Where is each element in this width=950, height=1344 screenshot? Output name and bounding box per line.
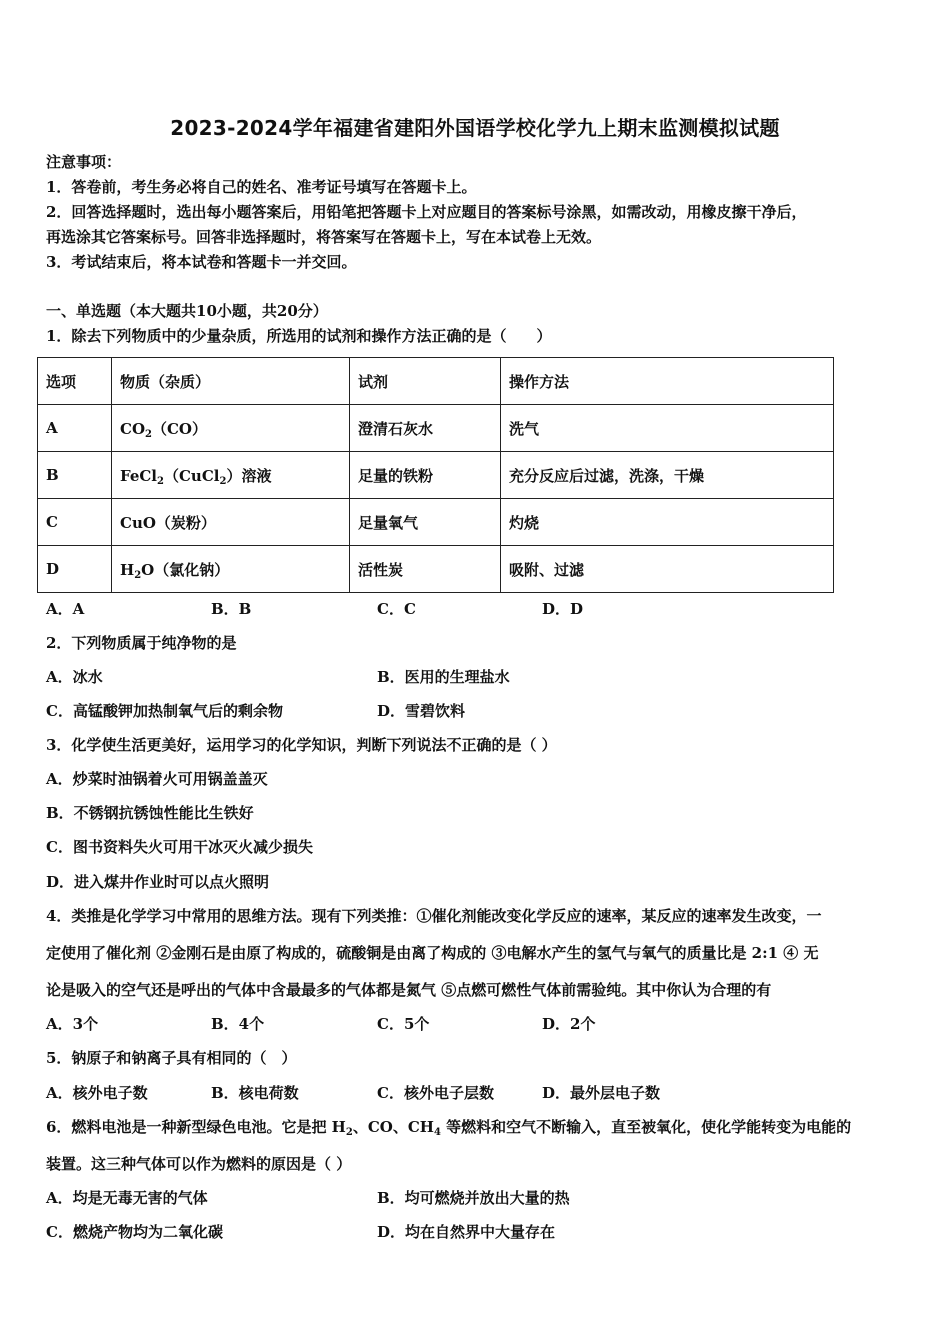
- q6-option-a: A．均是无毒无害的气体: [46, 1189, 208, 1207]
- notice-line-1: 1．答卷前，考生务必将自己的姓名、准考证号填写在答题卡上。: [46, 178, 477, 196]
- row-substance: $H_2O$（氯化钠）: [112, 546, 350, 593]
- question-1-stem: 1．除去下列物质中的少量杂质，所选用的试剂和操作方法正确的是（ ）: [46, 327, 552, 345]
- q3-option-d: D．进入煤井作业时可以点火照明: [46, 873, 270, 891]
- table-row: [38, 405, 834, 452]
- question-4-line-2: 定使用了催化剂 ②金刚石是由原了构成的，硫酸铜是由离了构成的 ③电解水产生的氢气与氧气的质量比是 2:1 ④ 无: [46, 944, 819, 962]
- q1-option-a: A．A: [46, 600, 85, 618]
- notice-heading: 注意事项：: [46, 153, 122, 171]
- table-header-row: [38, 358, 834, 405]
- row-method: 吸附、过滤: [501, 546, 834, 593]
- question-6-line-2: 装置。这三种气体可以作为燃料的原因是（ ）: [46, 1155, 352, 1173]
- table-row: [38, 546, 834, 593]
- header-option: 选项: [38, 358, 112, 405]
- row-method: 充分反应后过滤，洗涤，干燥: [501, 452, 834, 499]
- row-reagent: 足量氧气: [350, 499, 501, 546]
- q3-option-b: B．不锈钢抗锈蚀性能比生铁好: [46, 804, 254, 822]
- row-method: 灼烧: [501, 499, 834, 546]
- q5-option-b: B．核电荷数: [211, 1084, 299, 1102]
- section-heading: 一、单选题（本大题共10小题，共20分）: [46, 302, 328, 320]
- question-6-line-1: 6．燃料电池是一种新型绿色电池。它是把 $H_2$、CO、$CH_4$ 等燃料和空气不断输入，直至被氧化，使化学能转变为电能的: [46, 1118, 852, 1138]
- q4-option-b: B．4个: [211, 1015, 265, 1033]
- row-reagent: 活性炭: [350, 546, 501, 593]
- row-method: 洗气: [501, 405, 834, 452]
- question-2-stem: 2．下列物质属于纯净物的是: [46, 634, 237, 652]
- question-3-stem: 3．化学使生活更美好，运用学习的化学知识，判断下列说法不正确的是（ ）: [46, 736, 557, 754]
- row-option: C: [38, 499, 112, 546]
- question-1-table: [37, 357, 834, 593]
- header-method: 操作方法: [501, 358, 834, 405]
- question-4-line-3: 论是吸入的空气还是呼出的气体中含最最多的气体都是氮气 ⑤点燃可燃性气体前需验纯。其中你认为合理的有: [46, 981, 772, 999]
- q4-option-d: D．2个: [542, 1015, 596, 1033]
- q5-option-d: D．最外层电子数: [542, 1084, 661, 1102]
- row-substance: CuO（炭粉）: [112, 499, 350, 546]
- row-reagent: 足量的铁粉: [350, 452, 501, 499]
- notice-line-2: 2．回答选择题时，选出每小题答案后，用铅笔把答题卡上对应题目的答案标号涂黑，如需改动，用橡皮擦干净后，: [46, 203, 807, 221]
- table-row: [38, 499, 834, 546]
- q1-option-b: B．B: [211, 600, 252, 618]
- q6-option-d: D．均在自然界中大量存在: [377, 1223, 556, 1241]
- q3-option-c: C．图书资料失火可用干冰灭火减少损失: [46, 838, 313, 856]
- q2-option-a: A．冰水: [46, 668, 103, 686]
- question-5-stem: 5．钠原子和钠离子具有相同的（ ）: [46, 1049, 297, 1067]
- q2-option-d: D．雪碧饮料: [377, 702, 466, 720]
- q1-option-d: D．D: [542, 600, 584, 618]
- row-option: A: [38, 405, 112, 452]
- q3-option-a: A．炒菜时油锅着火可用锅盖盖灭: [46, 770, 268, 788]
- table-row: [38, 452, 834, 499]
- q2-option-c: C．高锰酸钾加热制氧气后的剩余物: [46, 702, 283, 720]
- row-substance: FeCl$_2$（CuCl$_2$）溶液: [112, 452, 350, 499]
- q5-option-a: A．核外电子数: [46, 1084, 148, 1102]
- notice-line-2-cont: 再选涂其它答案标号。回答非选择题时，将答案写在答题卡上，写在本试卷上无效。: [46, 228, 602, 246]
- q6-option-c: C．燃烧产物均为二氧化碳: [46, 1223, 223, 1241]
- header-substance: 物质（杂质）: [112, 358, 350, 405]
- q5-option-c: C．核外电子层数: [377, 1084, 494, 1102]
- q6-option-b: B．均可燃烧并放出大量的热: [377, 1189, 570, 1207]
- q1-option-c: C．C: [377, 600, 416, 618]
- notice-line-3: 3．考试结束后，将本试卷和答题卡一并交回。: [46, 253, 357, 271]
- header-reagent: 试剂: [350, 358, 501, 405]
- row-option: B: [38, 452, 112, 499]
- page-title: 2023-2024学年福建省建阳外国语学校化学九上期末监测模拟试题: [170, 116, 780, 140]
- q4-option-c: C．5个: [377, 1015, 430, 1033]
- q2-option-b: B．医用的生理盐水: [377, 668, 510, 686]
- question-4-line-1: 4．类推是化学学习中常用的思维方法。现有下列类推：①催化剂能改变化学反应的速率，某反应的速率发生改变，一: [46, 907, 822, 925]
- row-option: D: [38, 546, 112, 593]
- row-substance: $CO_2(CO)$: [112, 405, 350, 452]
- q4-option-a: A．3个: [46, 1015, 99, 1033]
- row-reagent: 澄清石灰水: [350, 405, 501, 452]
